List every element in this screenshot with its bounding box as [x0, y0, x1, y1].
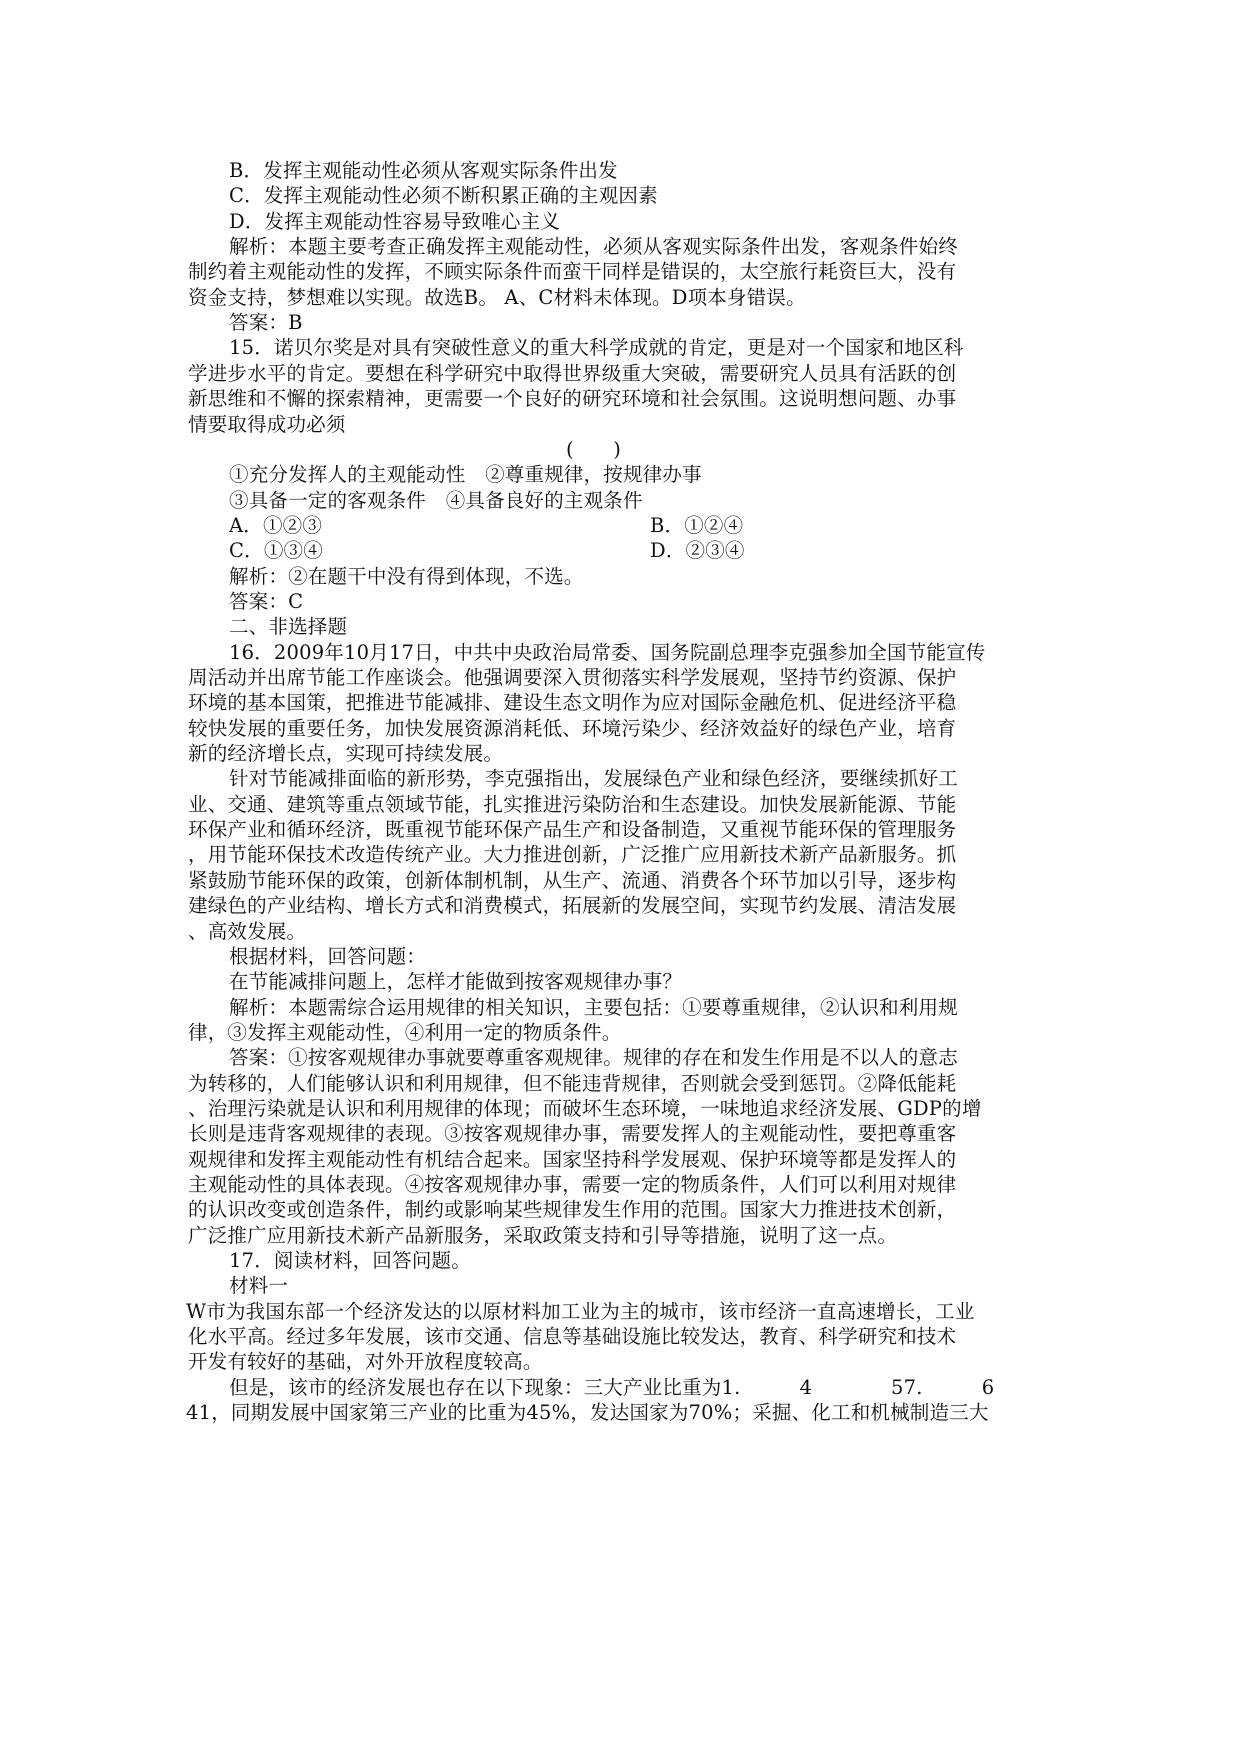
text-line: 化水平高。经过多年发展，该市交通、信息等基础设施比较发达，教育、科学研究和技术 — [188, 1325, 957, 1348]
text-line: 新的经济增长点，实现可持续发展。 — [188, 742, 504, 765]
option-right: D．②③④ — [650, 539, 745, 562]
text-line: 环境的基本国策，把推进节能减排、建设生态文明作为应对国际金融危机、促进经济平稳 — [188, 691, 957, 714]
text-line: 在节能减排问题上，怎样才能做到按客观规律办事？ — [229, 970, 683, 993]
text-line: 为转移的，人们能够认识和利用规律，但不能违背规律，否则就会受到惩罚。②降低能耗 — [188, 1072, 957, 1095]
text-line: W市为我国东部一个经济发达的以原材料加工业为主的城市，该市经济一直高速增长，工业 — [186, 1300, 975, 1323]
text-line: 较快发展的重要任务，加快发展资源消耗低、环境污染少、经济效益好的绿色产业，培育 — [188, 717, 957, 740]
text-line: B．发挥主观能动性必须从客观实际条件出发 — [229, 159, 618, 182]
text-line: 长则是违背客观规律的表现。③按客观规律办事，需要发挥人的主观能动性，要把尊重客 — [188, 1122, 957, 1145]
text-line: A．①②③ — [229, 514, 323, 537]
text-line: 周活动并出席节能工作座谈会。他强调要深入贯彻落实科学发展观，坚持节约资源、保护 — [188, 666, 957, 689]
text-line: 观规律和发挥主观能动性有机结合起来。国家坚持科学发展观、保护环境等都是发挥人的 — [188, 1148, 957, 1171]
text-line: 针对节能减排面临的新形势，李克强指出，发展绿色产业和绿色经济，要继续抓好工 — [229, 767, 958, 790]
text-line: 16．2009年10月17日，中共中央政治局常委、国务院副总理李克强参加全国节能宣传 — [229, 641, 986, 664]
text-line: 41，同期发展中国家第三产业的比重为45%，发达国家为70%；采掘、化工和机械制造三大 — [186, 1401, 989, 1424]
text-line: C．①③④ — [229, 539, 323, 562]
text-line: 开发有较好的基础，对外开放程度较高。 — [188, 1350, 543, 1373]
text-line: C．发挥主观能动性必须不断积累正确的主观因素 — [229, 184, 658, 207]
text-line: 解析：本题需综合运用规律的相关知识，主要包括：①要尊重规律，②认识和利用规 — [229, 996, 958, 1019]
text-line: 答案：①按客观规律办事就要尊重客观规律。规律的存在和发生作用是不以人的意志 — [229, 1046, 958, 1069]
option-right: B．①②④ — [650, 514, 744, 537]
text-line: 、治理污染就是认识和利用规律的体现；而破坏生态环境，一味地追求经济发展、GDP的增 — [188, 1097, 982, 1120]
text-line: 环保产业和循环经济，既重视节能环保产品生产和设备制造，又重视节能环保的管理服务 — [188, 818, 957, 841]
text-line: 、高效发展。 — [188, 920, 307, 943]
text-line: 制约着主观能动性的发挥，不顾实际条件而蛮干同样是错误的，太空旅行耗资巨大，没有 — [188, 260, 957, 283]
text-line: 15．诺贝尔奖是对具有突破性意义的重大科学成就的肯定，更是对一个国家和地区科 — [229, 336, 964, 359]
text-line: 根据材料，回答问题： — [229, 945, 427, 968]
text-line: 答案：C — [229, 590, 304, 613]
text-line: 的认识改变或创造条件，制约或影响某些规律发生作用的范围。国家大力推进技术创新， — [188, 1198, 957, 1221]
text-line: 紧鼓励节能环保的政策，创新体制机制，从生产、流通、消费各个环节加以引导，逐步构 — [188, 869, 957, 892]
text-line: 答案：B — [229, 311, 303, 334]
text-line: 材料一 — [229, 1274, 289, 1297]
text-line: 广泛推广应用新技术新产品新服务，采取政策支持和引导等措施，说明了这一点。 — [188, 1224, 898, 1247]
text-line: 业、交通、建筑等重点领域节能，扎实推进污染防治和生态建设。加快发展新能源、节能 — [188, 793, 957, 816]
text-line: D．发挥主观能动性容易导致唯心主义 — [229, 210, 561, 233]
text-line: 解析：本题主要考查正确发挥主观能动性，必须从客观实际条件出发，客观条件始终 — [229, 235, 958, 258]
text-line: 情要取得成功必须 — [188, 413, 346, 436]
text-line: 律，③发挥主观能动性，④利用一定的物质条件。 — [188, 1021, 622, 1044]
text-line: 解析：②在题干中没有得到体现，不选。 — [229, 565, 584, 588]
text-line: ( ) — [566, 438, 622, 461]
text-line: 学进步水平的肯定。要想在科学研究中取得世界级重大突破，需要研究人员具有活跃的创 — [188, 362, 957, 385]
text-line: 但是，该市的经济发展也存在以下现象：三大产业比重为1. 4 57. 6 — [229, 1376, 995, 1399]
text-line: 资金支持，梦想难以实现。故选B。 A、C材料未体现。D项本身错误。 — [188, 286, 806, 309]
text-line: 二、非选择题 — [229, 615, 348, 638]
text-line: 17．阅读材料，回答问题。 — [229, 1249, 471, 1272]
text-line: 主观能动性的具体表现。④按客观规律办事，需要一定的物质条件，人们可以利用对规律 — [188, 1173, 957, 1196]
text-line: ①充分发挥人的主观能动性 ②尊重规律，按规律办事 — [229, 463, 702, 486]
text-line: ③具备一定的客观条件 ④具备良好的主观条件 — [229, 489, 643, 512]
text-line: ，用节能环保技术改造传统产业。大力推进创新，广泛推广应用新技术新产品新服务。抓 — [188, 843, 957, 866]
text-line: 建绿色的产业结构、增长方式和消费模式，拓展新的发展空间，实现节约发展、清洁发展 — [188, 894, 957, 917]
text-line: 新思维和不懈的探索精神，更需要一个良好的研究环境和社会氛围。这说明想问题、办事 — [188, 387, 957, 410]
